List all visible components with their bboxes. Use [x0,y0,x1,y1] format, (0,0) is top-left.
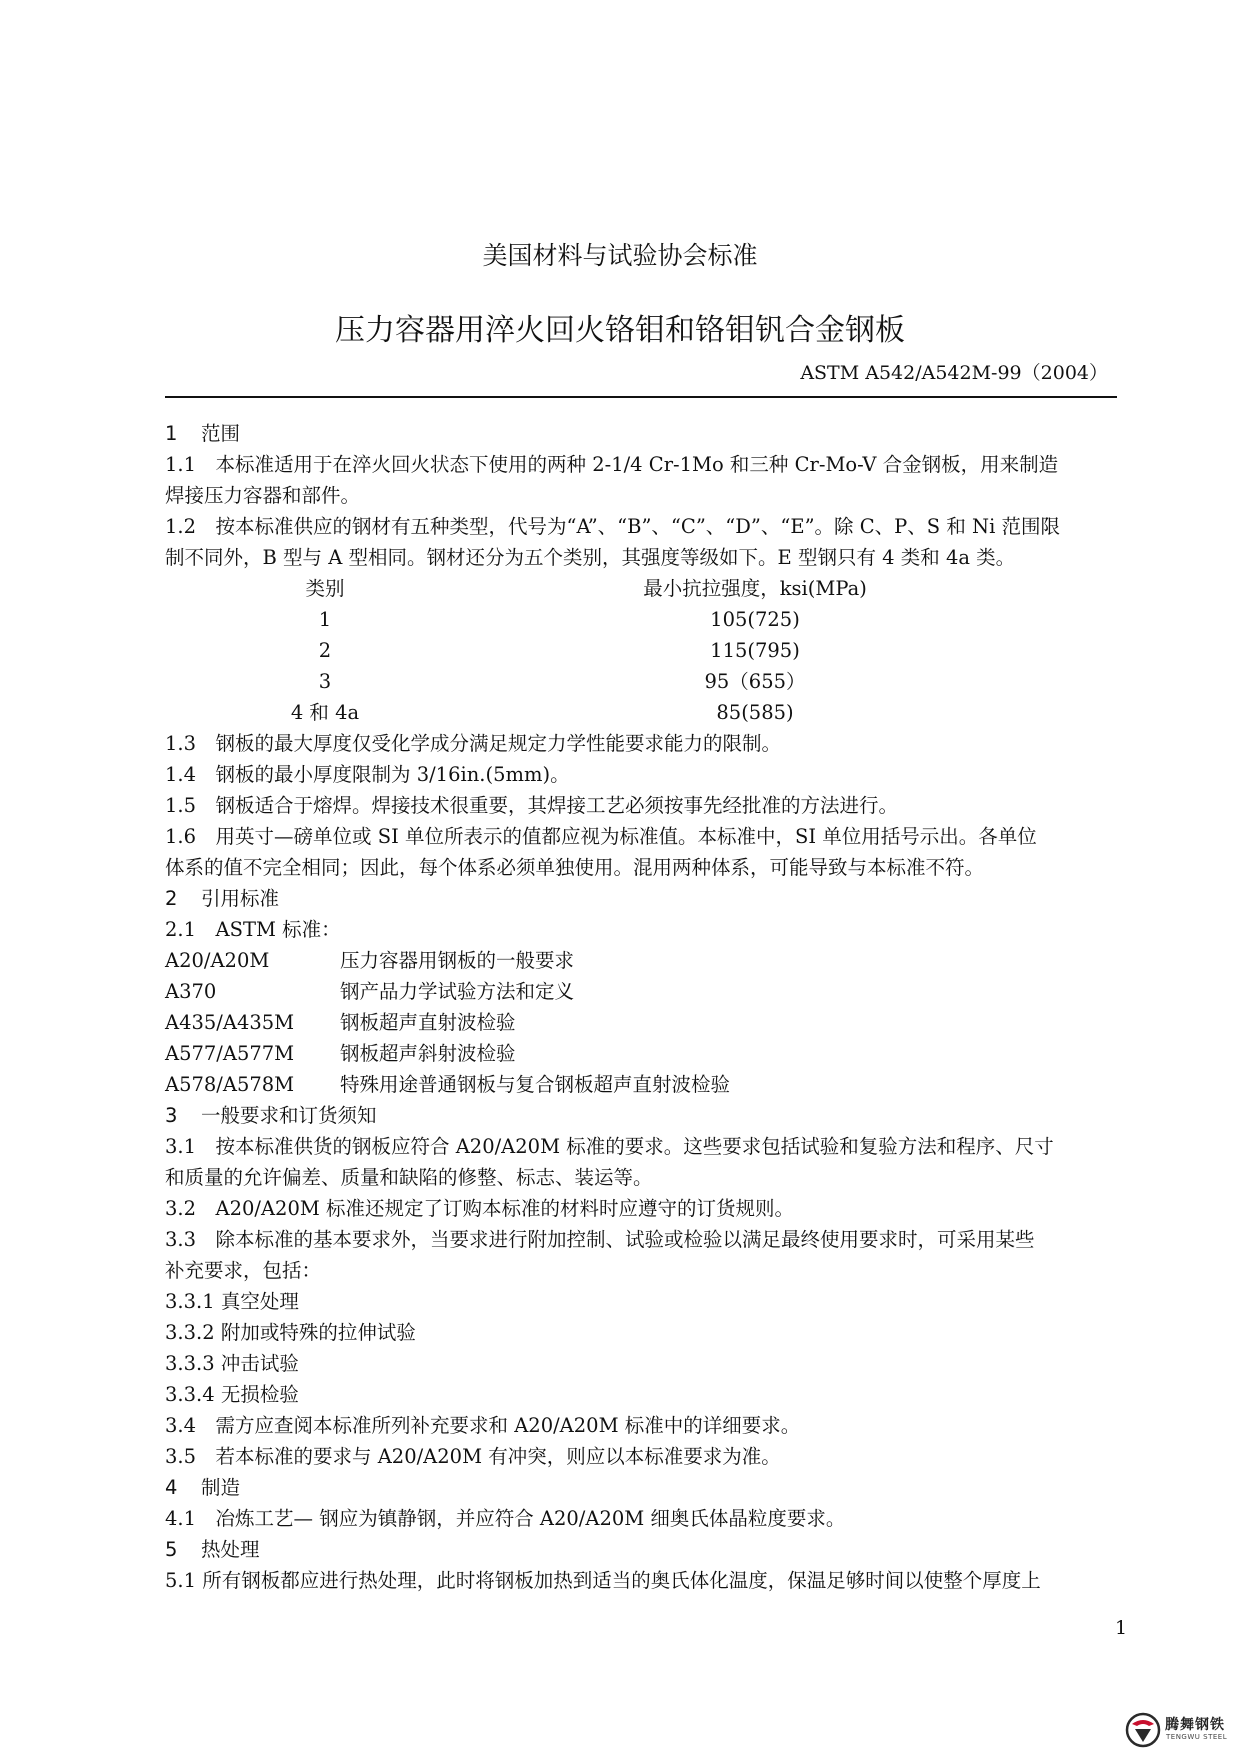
paragraph-3-3-3: 3.3.3 冲击试验 [165,1352,299,1375]
paragraph-3-3-line-2: 补充要求，包括： [165,1259,322,1282]
section-number: 2 [165,887,178,910]
list-item [165,1069,1135,1100]
section-title: 范围 [201,422,241,445]
reference-code: A578/A578M [165,1073,295,1096]
reference-name: 压力容器用钢板的一般要求 [340,949,575,972]
table-cell-class: 3 [318,670,332,693]
list-item [165,945,1135,976]
table-cell-strength: 105(725) [710,608,800,631]
strength-grade-table [165,573,1135,728]
tengwu-logo-icon [1125,1712,1161,1748]
table-cell-strength: 85(585) [716,701,794,724]
reference-name: 钢板超声斜射波检验 [340,1042,516,1065]
section-heading-heat-treatment [165,1534,1135,1565]
reference-name: 钢产品力学试验方法和定义 [340,980,575,1003]
section-heading-general-requirements [165,1100,1135,1131]
paragraph-3-3-1: 3.3.1 真空处理 [165,1290,299,1313]
list-item [165,1007,1135,1038]
paragraph-1-1-line-2: 焊接压力容器和部件。 [165,484,361,507]
reference-name: 特殊用途普通钢板与复合钢板超声直射波检验 [340,1073,731,1096]
paragraph-1-4: 1.4 钢板的最小厚度限制为 3/16in.(5mm)。 [165,763,570,786]
paragraph-1-5: 1.5 钢板适合于熔焊。焊接技术很重要，其焊接工艺必须按事先经批准的方法进行。 [165,794,899,817]
paragraph-5-1: 5.1 所有钢板都应进行热处理，此时将钢板加热到适当的奥氏体化温度，保温足够时间以使整个厚度上 [165,1569,1041,1592]
table-cell-strength: 95（655） [704,670,806,693]
reference-code: A20/A20M [165,949,270,972]
page-number: 1 [1115,1617,1128,1639]
table-header-strength: 最小抗拉强度，ksi(MPa) [643,577,867,600]
paragraph-3-1-line-2: 和质量的允许偏差、质量和缺陷的修整、标志、装运等。 [165,1166,653,1189]
section-number: 5 [165,1538,178,1561]
section-heading-references [165,883,1135,914]
document-body [165,418,1135,1596]
paragraph-1-3: 1.3 钢板的最大厚度仅受化学成分满足规定力学性能要求能力的限制。 [165,732,782,755]
paragraph-3-5: 3.5 若本标准的要求与 A20/A20M 有冲突，则应以本标准要求为准。 [165,1445,781,1468]
reference-list [165,945,1135,1100]
paragraph-1-2-line-2: 制不同外，B 型与 A 型相同。钢材还分为五个类别，其强度等级如下。E 型钢只有 4 类和 4a 类。 [165,546,1016,569]
section-number: 4 [165,1476,178,1499]
company-logo [1125,1712,1235,1748]
paragraph-1-2-line-1: 1.2 按本标准供应的钢材有五种类型，代号为“A”、“B”、“C”、“D”、“E”。除 C、P、S 和 Ni 范围限 [165,515,1061,538]
section-number: 1 [165,422,178,445]
paragraph-3-3-4: 3.3.4 无损检验 [165,1383,299,1406]
paragraph-1-6-line-2: 体系的值不完全相同；因此，每个体系必须单独使用。混用两种体系，可能导致与本标准不符。 [165,856,985,879]
table-cell-strength: 115(795) [710,639,800,662]
paragraph-3-4: 3.4 需方应查阅本标准所列补充要求和 A20/A20M 标准中的详细要求。 [165,1414,801,1437]
section-title: 一般要求和订货须知 [201,1104,377,1127]
reference-code: A435/A435M [165,1011,295,1034]
reference-name: 钢板超声直射波检验 [340,1011,516,1034]
paragraph-1-1-line-1: 1.1 本标准适用于在淬火回火状态下使用的两种 2-1/4 Cr-1Mo 和三种 Cr-Mo-V 合金钢板，用来制造 [165,453,1059,476]
table-cell-class: 1 [318,608,332,631]
paragraph-3-1-line-1: 3.1 按本标准供货的钢板应符合 A20/A20M 标准的要求。这些要求包括试验和复验方法和程序、尺寸 [165,1135,1054,1158]
paragraph-1-6-line-1: 1.6 用英寸—磅单位或 SI 单位所表示的值都应视为标准值。本标准中，SI 单位用括号示出。各单位 [165,825,1037,848]
standard-code: ASTM A542/A542M-99（2004） [800,362,1108,384]
table-row [165,604,1135,635]
section-number: 3 [165,1104,178,1127]
list-item [165,1038,1135,1069]
table-row [165,635,1135,666]
paragraph-2-1: 2.1 ASTM 标准： [165,918,341,941]
header-rule [165,396,1117,398]
section-title: 制造 [201,1476,241,1499]
section-heading-manufacture [165,1472,1135,1503]
section-title: 引用标准 [201,887,280,910]
section-title: 热处理 [201,1538,260,1561]
table-row [165,697,1135,728]
reference-code: A577/A577M [165,1042,295,1065]
logo-text-cn: 腾舞钢铁 [1165,1717,1225,1733]
paragraph-3-3-2: 3.3.2 附加或特殊的拉伸试验 [165,1321,416,1344]
organization-title: 美国材料与试验协会标准 [482,241,758,270]
paragraph-4-1: 4.1 冶炼工艺— 钢应为镇静钢，并应符合 A20/A20M 细奥氏体晶粒度要求。 [165,1507,846,1530]
table-header-row [165,573,1135,604]
section-heading-scope [165,418,1135,449]
document-title: 压力容器用淬火回火铬钼和铬钼钒合金钢板 [335,313,905,348]
list-item [165,976,1135,1007]
table-row [165,666,1135,697]
table-header-class: 类别 [305,577,345,600]
paragraph-3-2: 3.2 A20/A20M 标准还规定了订购本标准的材料时应遵守的订货规则。 [165,1197,795,1220]
logo-text-en: TENGWU STEEL [1166,1733,1228,1741]
table-cell-class: 2 [318,639,332,662]
paragraph-3-3-line-1: 3.3 除本标准的基本要求外，当要求进行附加控制、试验或检验以满足最终使用要求时，可采用某些 [165,1228,1035,1251]
table-cell-class: 4 和 4a [290,701,360,724]
reference-code: A370 [165,980,217,1003]
